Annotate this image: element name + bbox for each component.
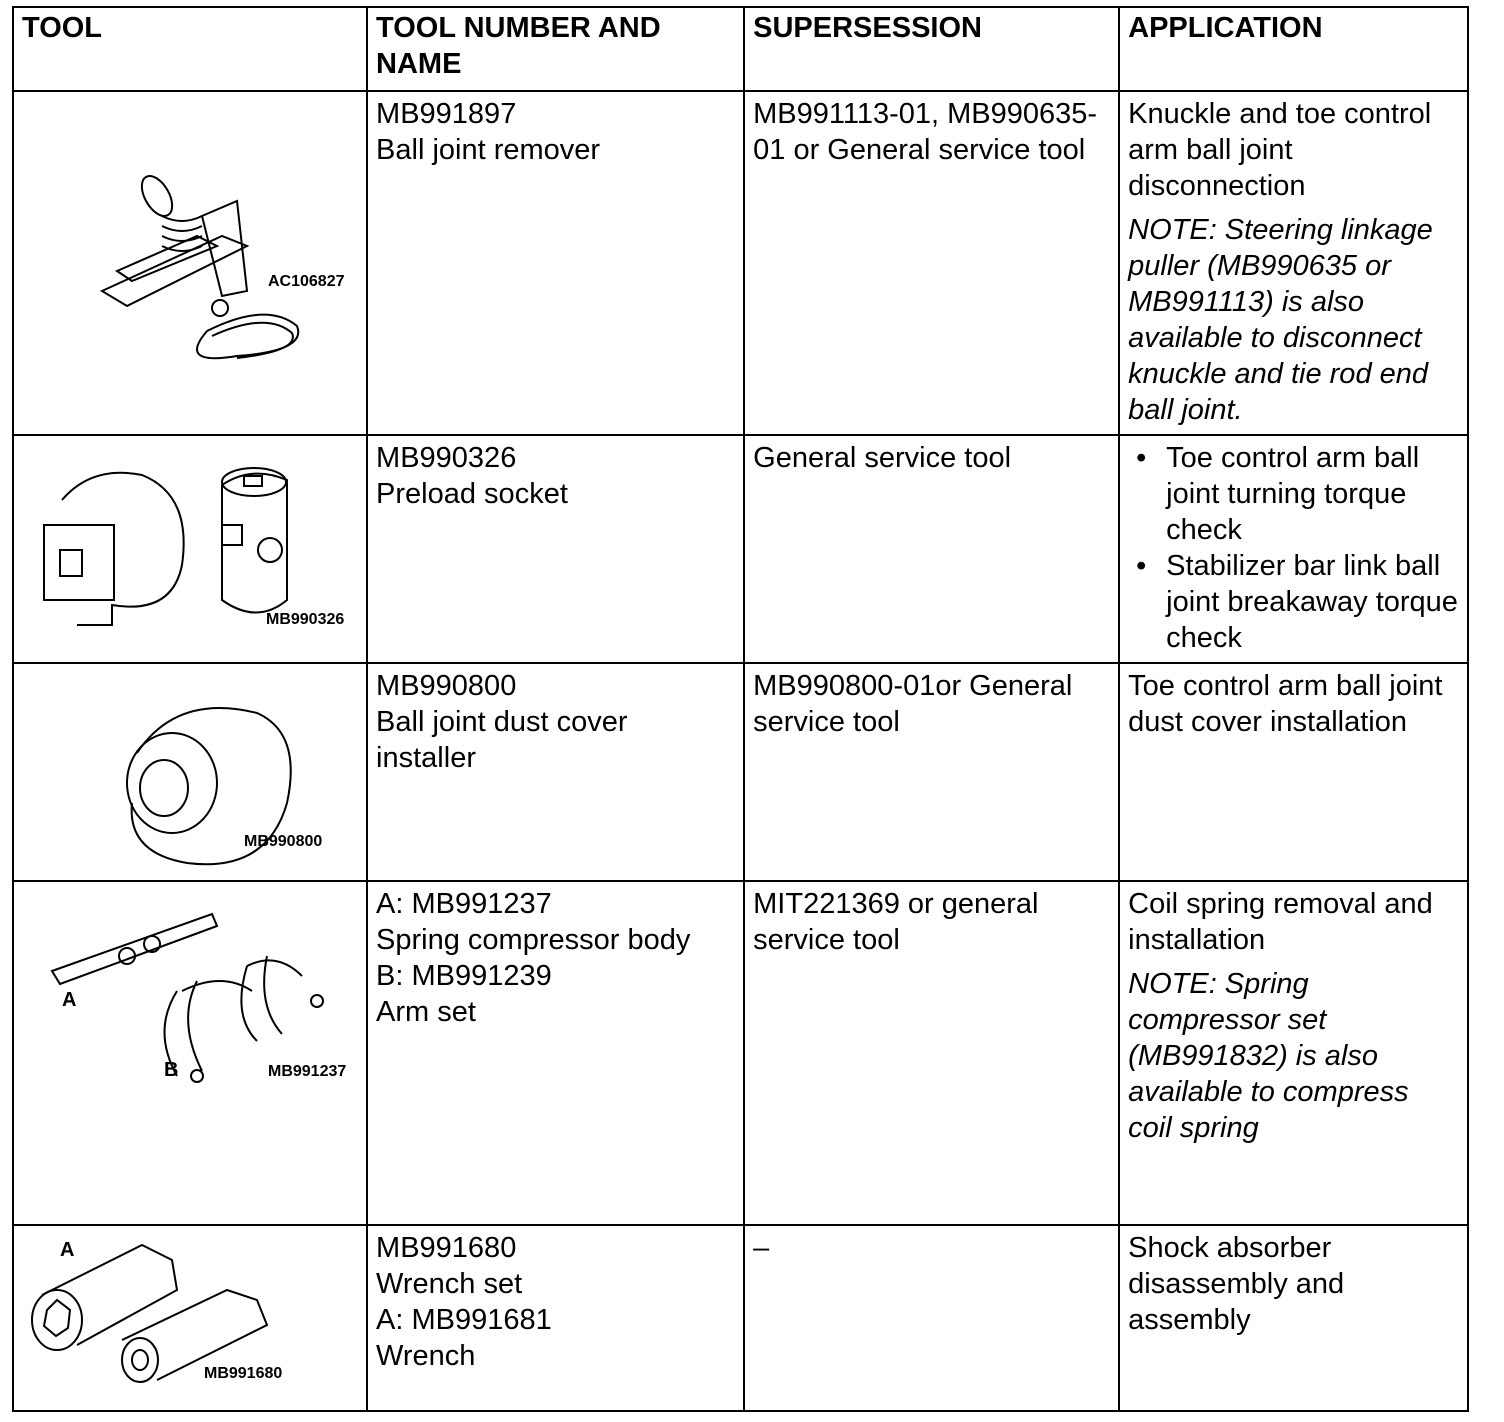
tool-image-cell — [13, 663, 367, 881]
application-text: Coil spring removal and installation — [1128, 888, 1433, 956]
tool-image-caption: MB990326 — [266, 611, 345, 628]
image-label-a: A — [60, 1239, 75, 1261]
table-row — [13, 881, 1468, 1225]
tool-number: B: MB991239 — [376, 960, 552, 992]
tool-number-name-cell — [367, 881, 744, 1225]
tool-number: MB990800 — [376, 670, 517, 702]
tool-number-name-cell — [367, 435, 744, 663]
supersession-cell: MB990800-01or General service tool — [744, 663, 1119, 881]
header-supersession: SUPERSESSION — [744, 7, 1119, 91]
tool-name: Ball joint remover — [376, 134, 601, 166]
supersession-cell: MIT221369 or general service tool — [744, 881, 1119, 1225]
tool-number: A: MB991681 — [376, 1304, 552, 1336]
header-tool: TOOL — [13, 7, 367, 91]
tool-number-name-cell — [367, 663, 744, 881]
application-note: NOTE: Steering linkage puller (MB990635 or MB991113) is also available to disconnect knuckle and tie rod end ball joint. — [1128, 214, 1433, 426]
table-row — [13, 663, 1468, 881]
tool-image-caption: MB991680 — [204, 1365, 283, 1382]
table-row — [13, 91, 1468, 435]
tool-name: Wrench set — [376, 1268, 523, 1300]
tool-name: Ball joint dust cover installer — [376, 706, 628, 774]
ball-joint-remover-drawing — [22, 96, 342, 396]
application-bullet-list — [1128, 440, 1459, 656]
application-cell: Toe control arm ball joint dust cover installation — [1119, 663, 1468, 881]
tool-name: Spring compressor body — [376, 924, 691, 956]
image-label-b: B — [164, 1059, 179, 1081]
tool-image-cell — [13, 881, 367, 1225]
tool-name: Wrench — [376, 1340, 476, 1372]
table-row — [13, 435, 1468, 663]
header-application: APPLICATION — [1119, 7, 1468, 91]
tool-number-name-cell — [367, 91, 744, 435]
tool-image-caption: AC106827 — [268, 273, 345, 290]
table-row — [13, 1225, 1468, 1411]
supersession-cell: MB991113-01, MB990635-01 or General service tool — [744, 91, 1119, 435]
list-item: • Toe control arm ball joint turning torque check — [1166, 440, 1459, 548]
tool-image-caption: MB991237 — [268, 1063, 347, 1080]
preload-socket-drawing — [22, 440, 345, 640]
special-tools-table — [12, 6, 1469, 1412]
header-row — [13, 7, 1468, 91]
application-text: Knuckle and toe control arm ball joint disconnection — [1128, 98, 1432, 202]
tool-image-caption: MB990800 — [244, 833, 323, 850]
application-cell — [1119, 435, 1468, 663]
tool-image-cell — [13, 435, 367, 663]
tool-image-cell — [13, 1225, 367, 1411]
application-cell: Shock absorber disassembly and assembly — [1119, 1225, 1468, 1411]
tool-number: MB991897 — [376, 98, 517, 130]
tool-number: A: MB991237 — [376, 888, 552, 920]
header-tool-number-name: TOOL NUMBER AND NAME — [367, 7, 744, 91]
application-note: NOTE: Spring compressor set (MB991832) is also available to compress coil spring — [1128, 968, 1409, 1144]
tool-number-name-cell — [367, 1225, 744, 1411]
list-item: • Stabilizer bar link ball joint breakaway torque check — [1166, 548, 1459, 656]
application-cell — [1119, 881, 1468, 1225]
supersession-cell: – — [744, 1225, 1119, 1411]
tool-number: MB991680 — [376, 1232, 517, 1264]
image-label-a: A — [62, 989, 77, 1011]
application-cell — [1119, 91, 1468, 435]
supersession-cell: General service tool — [744, 435, 1119, 663]
tool-name: Preload socket — [376, 478, 568, 510]
tool-image-cell — [13, 91, 367, 435]
tool-name: Arm set — [376, 996, 476, 1028]
tool-number: MB990326 — [376, 442, 517, 474]
